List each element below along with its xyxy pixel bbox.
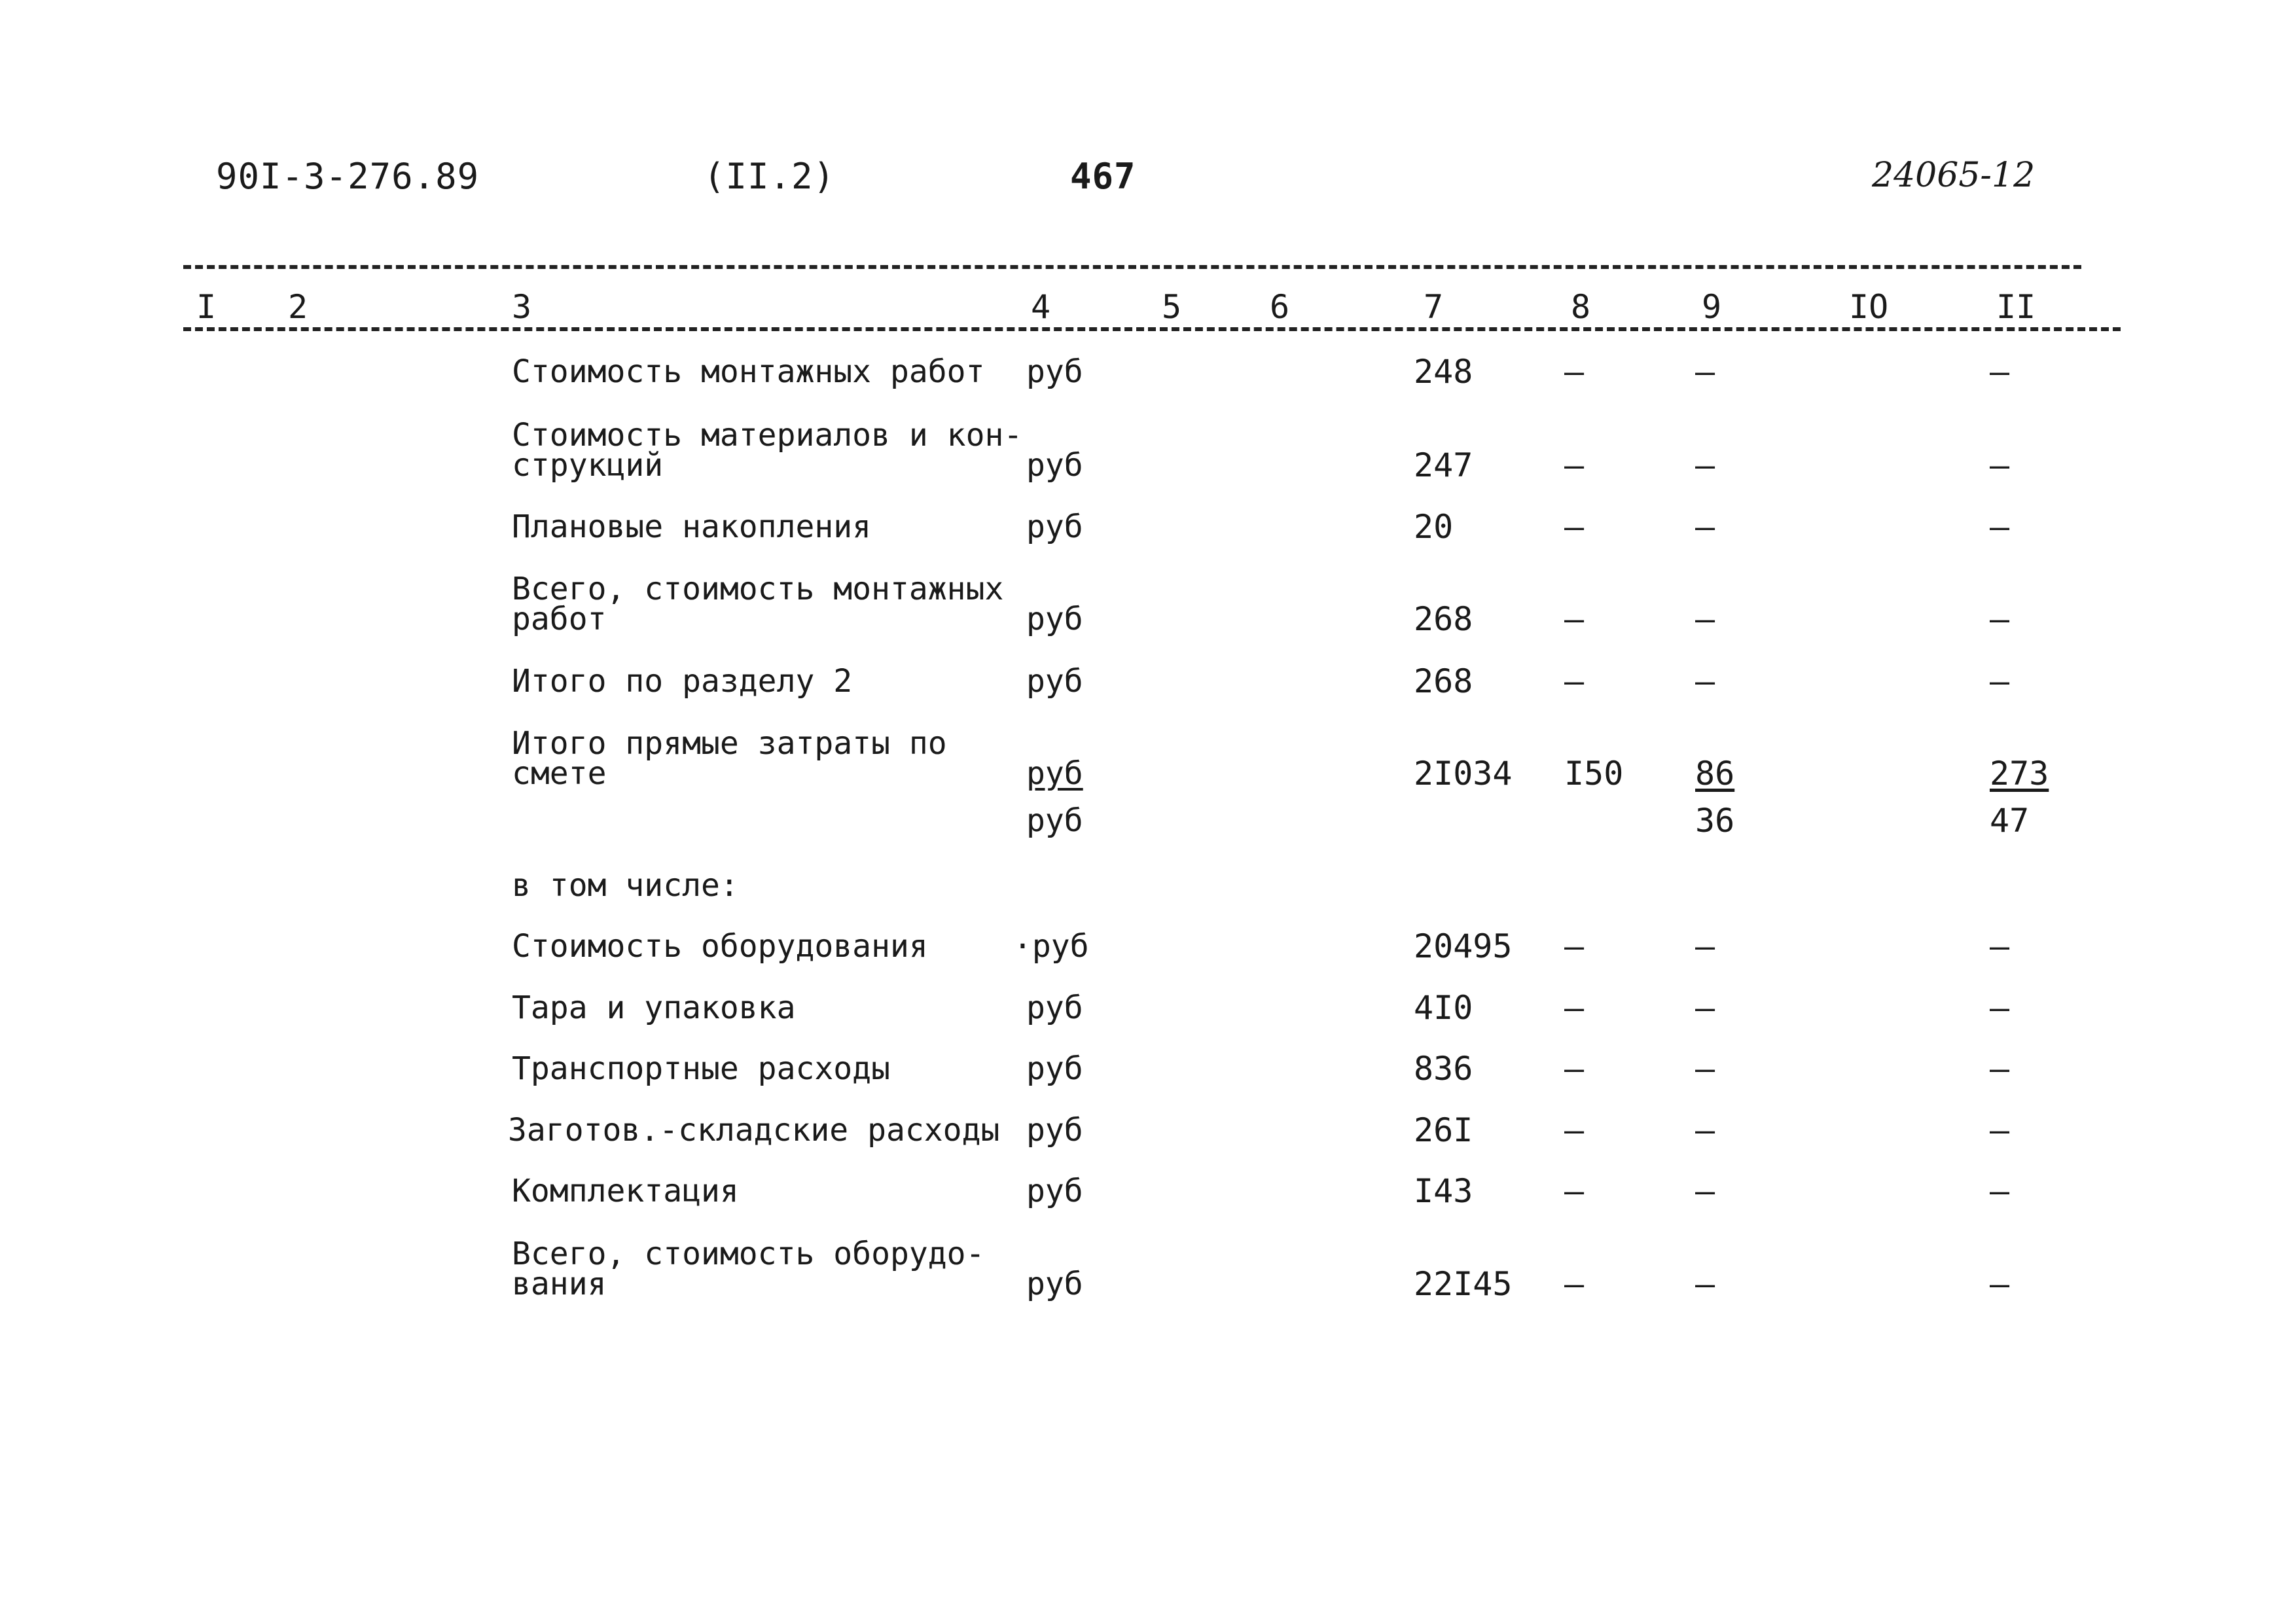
row-unit: руб xyxy=(1026,990,1083,1026)
col11-value: 273 xyxy=(1990,755,2049,793)
row-label: Всего, стоимость оборудо- вания xyxy=(512,1236,985,1302)
col8-value: – xyxy=(1564,927,1585,965)
col9-value: – xyxy=(1695,662,1715,700)
table-row xyxy=(0,417,2296,499)
col8-value: – xyxy=(1564,1172,1585,1210)
row-unit: руб xyxy=(1026,353,1083,390)
col9-value: 86 xyxy=(1695,755,1735,793)
col8-value: – xyxy=(1564,508,1585,546)
row-label: Плановые накопления xyxy=(512,508,872,545)
row-unit: руб xyxy=(1026,1112,1083,1149)
col11-value: – xyxy=(1990,989,2010,1027)
column-number-2: 2 xyxy=(288,288,308,326)
row-label: Транспортные расходы xyxy=(512,1050,890,1087)
column-number-9: 9 xyxy=(1702,288,1722,326)
col7-value: 26I xyxy=(1414,1111,1473,1149)
col8-value: – xyxy=(1564,989,1585,1027)
col9-value: – xyxy=(1695,1265,1715,1303)
col8-value: – xyxy=(1564,662,1585,700)
row-unit: руб xyxy=(1026,663,1083,700)
col7-value: 20 xyxy=(1414,508,1454,546)
col8-value: – xyxy=(1564,353,1585,391)
column-number-10: IO xyxy=(1849,288,1889,326)
row-label: Стоимость материалов и кон- струкций xyxy=(512,417,1023,484)
row-unit: руб xyxy=(1026,1173,1083,1209)
col7-value: 22I45 xyxy=(1414,1265,1513,1303)
col7-value: 2I034 xyxy=(1414,755,1513,793)
col7-value: 20495 xyxy=(1414,927,1513,965)
col9-value: – xyxy=(1695,600,1715,638)
col9-value: – xyxy=(1695,353,1715,391)
col11-value: – xyxy=(1990,662,2010,700)
column-number-8: 8 xyxy=(1571,288,1591,326)
column-number-6: 6 xyxy=(1270,288,1290,326)
col11-value-secondary: 47 xyxy=(1990,802,2030,840)
row-unit: руб xyxy=(1026,1050,1083,1087)
row-unit: руб xyxy=(1026,601,1083,637)
row-label: Итого по разделу 2 xyxy=(512,663,853,700)
handwritten-note: 24065-12 xyxy=(1872,156,2036,195)
col9-value: – xyxy=(1695,1111,1715,1149)
row-label: Заготов.-складские расходы xyxy=(508,1112,1000,1149)
col11-value: – xyxy=(1990,1265,2010,1303)
column-number-1: I xyxy=(196,288,217,326)
col7-value: 836 xyxy=(1414,1050,1473,1088)
row-unit: руб xyxy=(1026,447,1083,484)
table-row xyxy=(0,1236,2296,1317)
col7-value: 268 xyxy=(1414,600,1473,638)
col7-value: 4I0 xyxy=(1414,989,1473,1027)
row-label: Всего, стоимость монтажных работ xyxy=(512,571,1004,637)
col8-value: – xyxy=(1564,446,1585,484)
row-unit-secondary: руб xyxy=(1026,802,1083,839)
col7-value: 268 xyxy=(1414,662,1473,700)
col9-value: – xyxy=(1695,1172,1715,1210)
col9-value-secondary: 36 xyxy=(1695,802,1735,840)
column-number-7: 7 xyxy=(1424,288,1444,326)
column-number-3: 3 xyxy=(512,288,532,326)
col8-value: – xyxy=(1564,600,1585,638)
col11-value: – xyxy=(1990,1050,2010,1088)
col8-value: I50 xyxy=(1564,755,1624,793)
col8-value: – xyxy=(1564,1050,1585,1088)
col7-value: 247 xyxy=(1414,446,1473,484)
row-unit: ·руб xyxy=(1013,928,1089,965)
row-label: Стоимость оборудования xyxy=(512,928,928,965)
col11-value: – xyxy=(1990,600,2010,638)
subheading: в том числе: xyxy=(512,867,739,904)
row-unit: руб xyxy=(1026,508,1083,545)
col11-value: – xyxy=(1990,927,2010,965)
col9-value: – xyxy=(1695,927,1715,965)
col11-value: – xyxy=(1990,353,2010,391)
column-number-5: 5 xyxy=(1162,288,1182,326)
col8-value: – xyxy=(1564,1265,1585,1303)
top-divider xyxy=(183,265,2081,269)
column-header-divider xyxy=(183,327,2121,331)
row-unit: руб xyxy=(1026,1266,1083,1302)
section-number: (II.2) xyxy=(704,156,836,197)
col11-value: – xyxy=(1990,508,2010,546)
col9-value: – xyxy=(1695,508,1715,546)
col9-value: – xyxy=(1695,989,1715,1027)
col7-value: 248 xyxy=(1414,353,1473,391)
row-label: Комплектация xyxy=(512,1173,739,1209)
col8-value: – xyxy=(1564,1111,1585,1149)
col11-value: – xyxy=(1990,446,2010,484)
col9-value: – xyxy=(1695,1050,1715,1088)
table-row xyxy=(0,571,2296,652)
row-label: Тара и упаковка xyxy=(512,990,796,1026)
table-row xyxy=(0,725,2296,846)
column-number-11: II xyxy=(1996,288,2036,326)
column-number-4: 4 xyxy=(1031,288,1051,326)
col7-value: I43 xyxy=(1414,1172,1473,1210)
row-unit: руб xyxy=(1026,755,1083,792)
document-code: 90I-3-276.89 xyxy=(216,156,480,197)
col11-value: – xyxy=(1990,1111,2010,1149)
page-number: 467 xyxy=(1070,156,1136,197)
row-label: Стоимость монтажных работ xyxy=(512,353,985,390)
col9-value: – xyxy=(1695,446,1715,484)
col11-value: – xyxy=(1990,1172,2010,1210)
row-label: Итого прямые затраты по смете xyxy=(512,725,947,792)
